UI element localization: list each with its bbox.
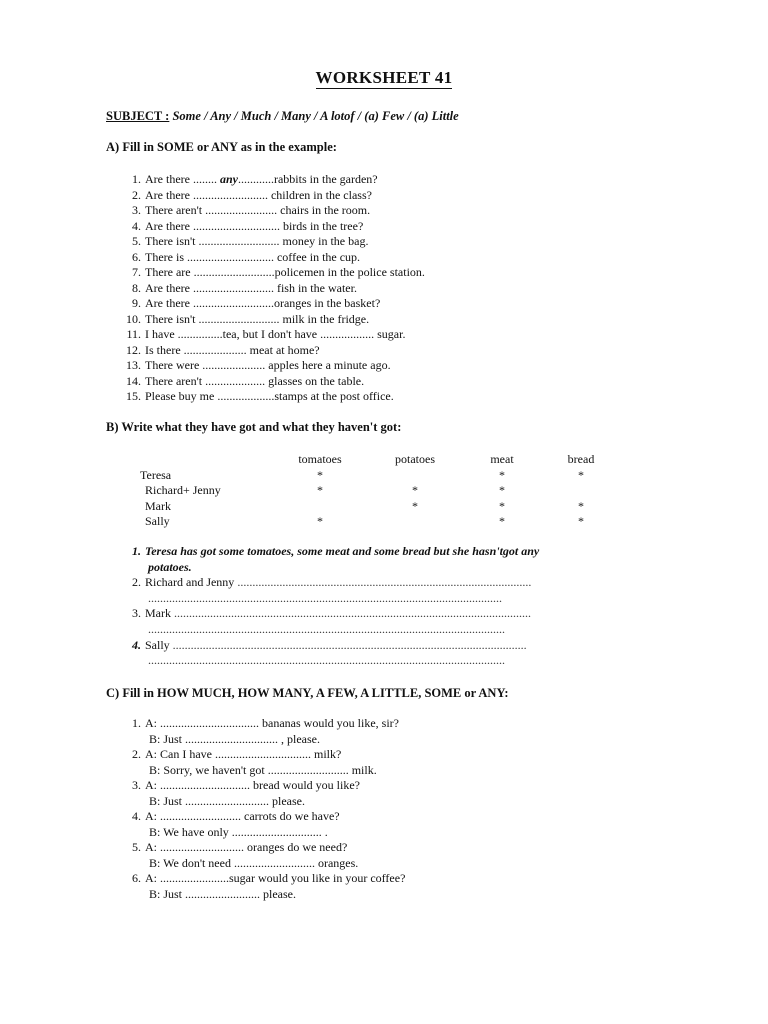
list-item: 6. There is ............................. coffee in the cup. [132,249,361,264]
row-name: Sally [145,514,170,528]
subject-line [106,109,459,124]
list-item: 1. Are there ........ any ............rabbits in the garden? [132,172,378,186]
section-c-heading: C) Fill in HOW MUCH, HOW MANY, A FEW, A LITTLE, SOME or ANY: [106,686,509,700]
table-cell [367,468,463,484]
list-item: 9. Are there ...........................oranges in the basket? [132,296,381,310]
list-item: 13. There were ..................... apples here a minute ago. [126,358,391,372]
list-item: 10. There isn't ........................... milk in the fridge. [126,311,370,326]
worksheet-title: WORKSHEET 41 [315,68,453,87]
table-header-row [140,452,621,468]
table-cell: * [412,498,418,513]
row-name: Teresa [140,467,172,482]
table-cell: * [317,514,323,528]
answer-line: 3. Mark ....................................................................................................................... [132,606,531,621]
dialogue-line-a: 1. A: ................................. bananas would you like, sir? [132,716,399,730]
food-table [140,452,621,530]
table-cell: * [499,514,505,528]
answer-line-cont: ...................................................................................................................... [148,590,502,605]
subject-label: SUBJECT : [106,109,170,123]
dialogue-line-a: 3. A: .............................. bread would you like? [132,778,360,792]
section-b-answers [120,544,650,669]
table-cell [273,499,367,515]
list-item: 5. There isn't ........................... money in the bag. [132,234,369,248]
table-cell: * [412,483,418,497]
answer-line: 2. Richard and Jenny .................................................................................................. [132,575,532,590]
dialogue-line-b: B: Just ............................... , please. [149,731,320,746]
answer-line: 4. Sally ...................................................................................................................... [132,637,527,652]
table-cell: * [578,498,584,513]
row-name: Richard+ Jenny [145,483,221,497]
table-cell: * [317,483,323,497]
table-cell: * [499,467,505,482]
list-item: 11. I have ...............tea, but I don't have .................. sugar. [126,327,406,341]
table-cell: * [578,467,584,482]
answer-line-cont: ....................................................................................................................... [148,653,505,668]
example-sentence: 1. Teresa has got some tomatoes, some meat and some bread but she hasn'tgot any [132,544,540,558]
answer-line-cont: ....................................................................................................................... [148,621,505,636]
table-cell [541,483,621,499]
column-header: meat [490,452,514,466]
section-c-list [120,716,405,902]
subject-value: Some / Any / Much / Many / A lotof / (a) Few / (a) Little [169,109,459,123]
dialogue-line-a: 4. A: ........................... carrots do we have? [132,809,340,823]
table-row [140,514,621,530]
dialogue-line-a: 6. A: .......................sugar would you like in your coffee? [132,871,406,885]
table-cell: * [499,498,505,513]
dialogue-line-b: B: Sorry, we haven't got ........................... milk. [149,762,377,777]
list-item: 14. There aren't .................... glasses on the table. [126,373,365,388]
list-item: 4. Are there ............................. birds in the tree? [132,218,364,233]
table-row [140,483,621,499]
column-header: tomatoes [298,452,342,466]
section-b-heading: B) Write what they have got and what they haven't got: [106,420,402,434]
list-item: 12. Is there ..................... meat at home? [126,342,320,357]
column-header: bread [567,452,595,466]
dialogue-line-b: B: Just ............................ please. [149,793,305,808]
dialogue-line-b: B: Just ......................... please. [149,886,296,901]
dialogue-line-b: B: We don't need ........................... oranges. [149,855,359,870]
dialogue-line-a: 2. A: Can I have ................................ milk? [132,747,342,761]
list-item: 7. There are ...........................policemen in the police station. [132,265,425,279]
section-a-list [120,172,425,405]
table-cell [367,514,463,530]
list-item: 2. Are there ......................... children in the class? [132,187,372,202]
table-cell: * [317,467,323,482]
table-cell: * [499,483,505,497]
column-header: potatoes [395,452,435,466]
dialogue-line-a: 5. A: ............................ oranges do we need? [132,840,348,854]
table-cell: * [578,514,584,528]
example-sentence-cont: potatoes. [148,559,192,574]
list-item: 8. Are there ........................... fish in the water. [132,280,357,295]
list-item: 15. Please buy me ...................stamps at the post office. [126,389,394,403]
section-a-heading: A) Fill in SOME or ANY as in the example: [106,140,337,154]
dialogue-line-b: B: We have only .............................. . [149,824,328,839]
row-name: Mark [145,498,171,513]
table-row [140,499,621,515]
list-item: 3. There aren't ........................ chairs in the room. [132,203,371,217]
table-row [140,468,621,484]
